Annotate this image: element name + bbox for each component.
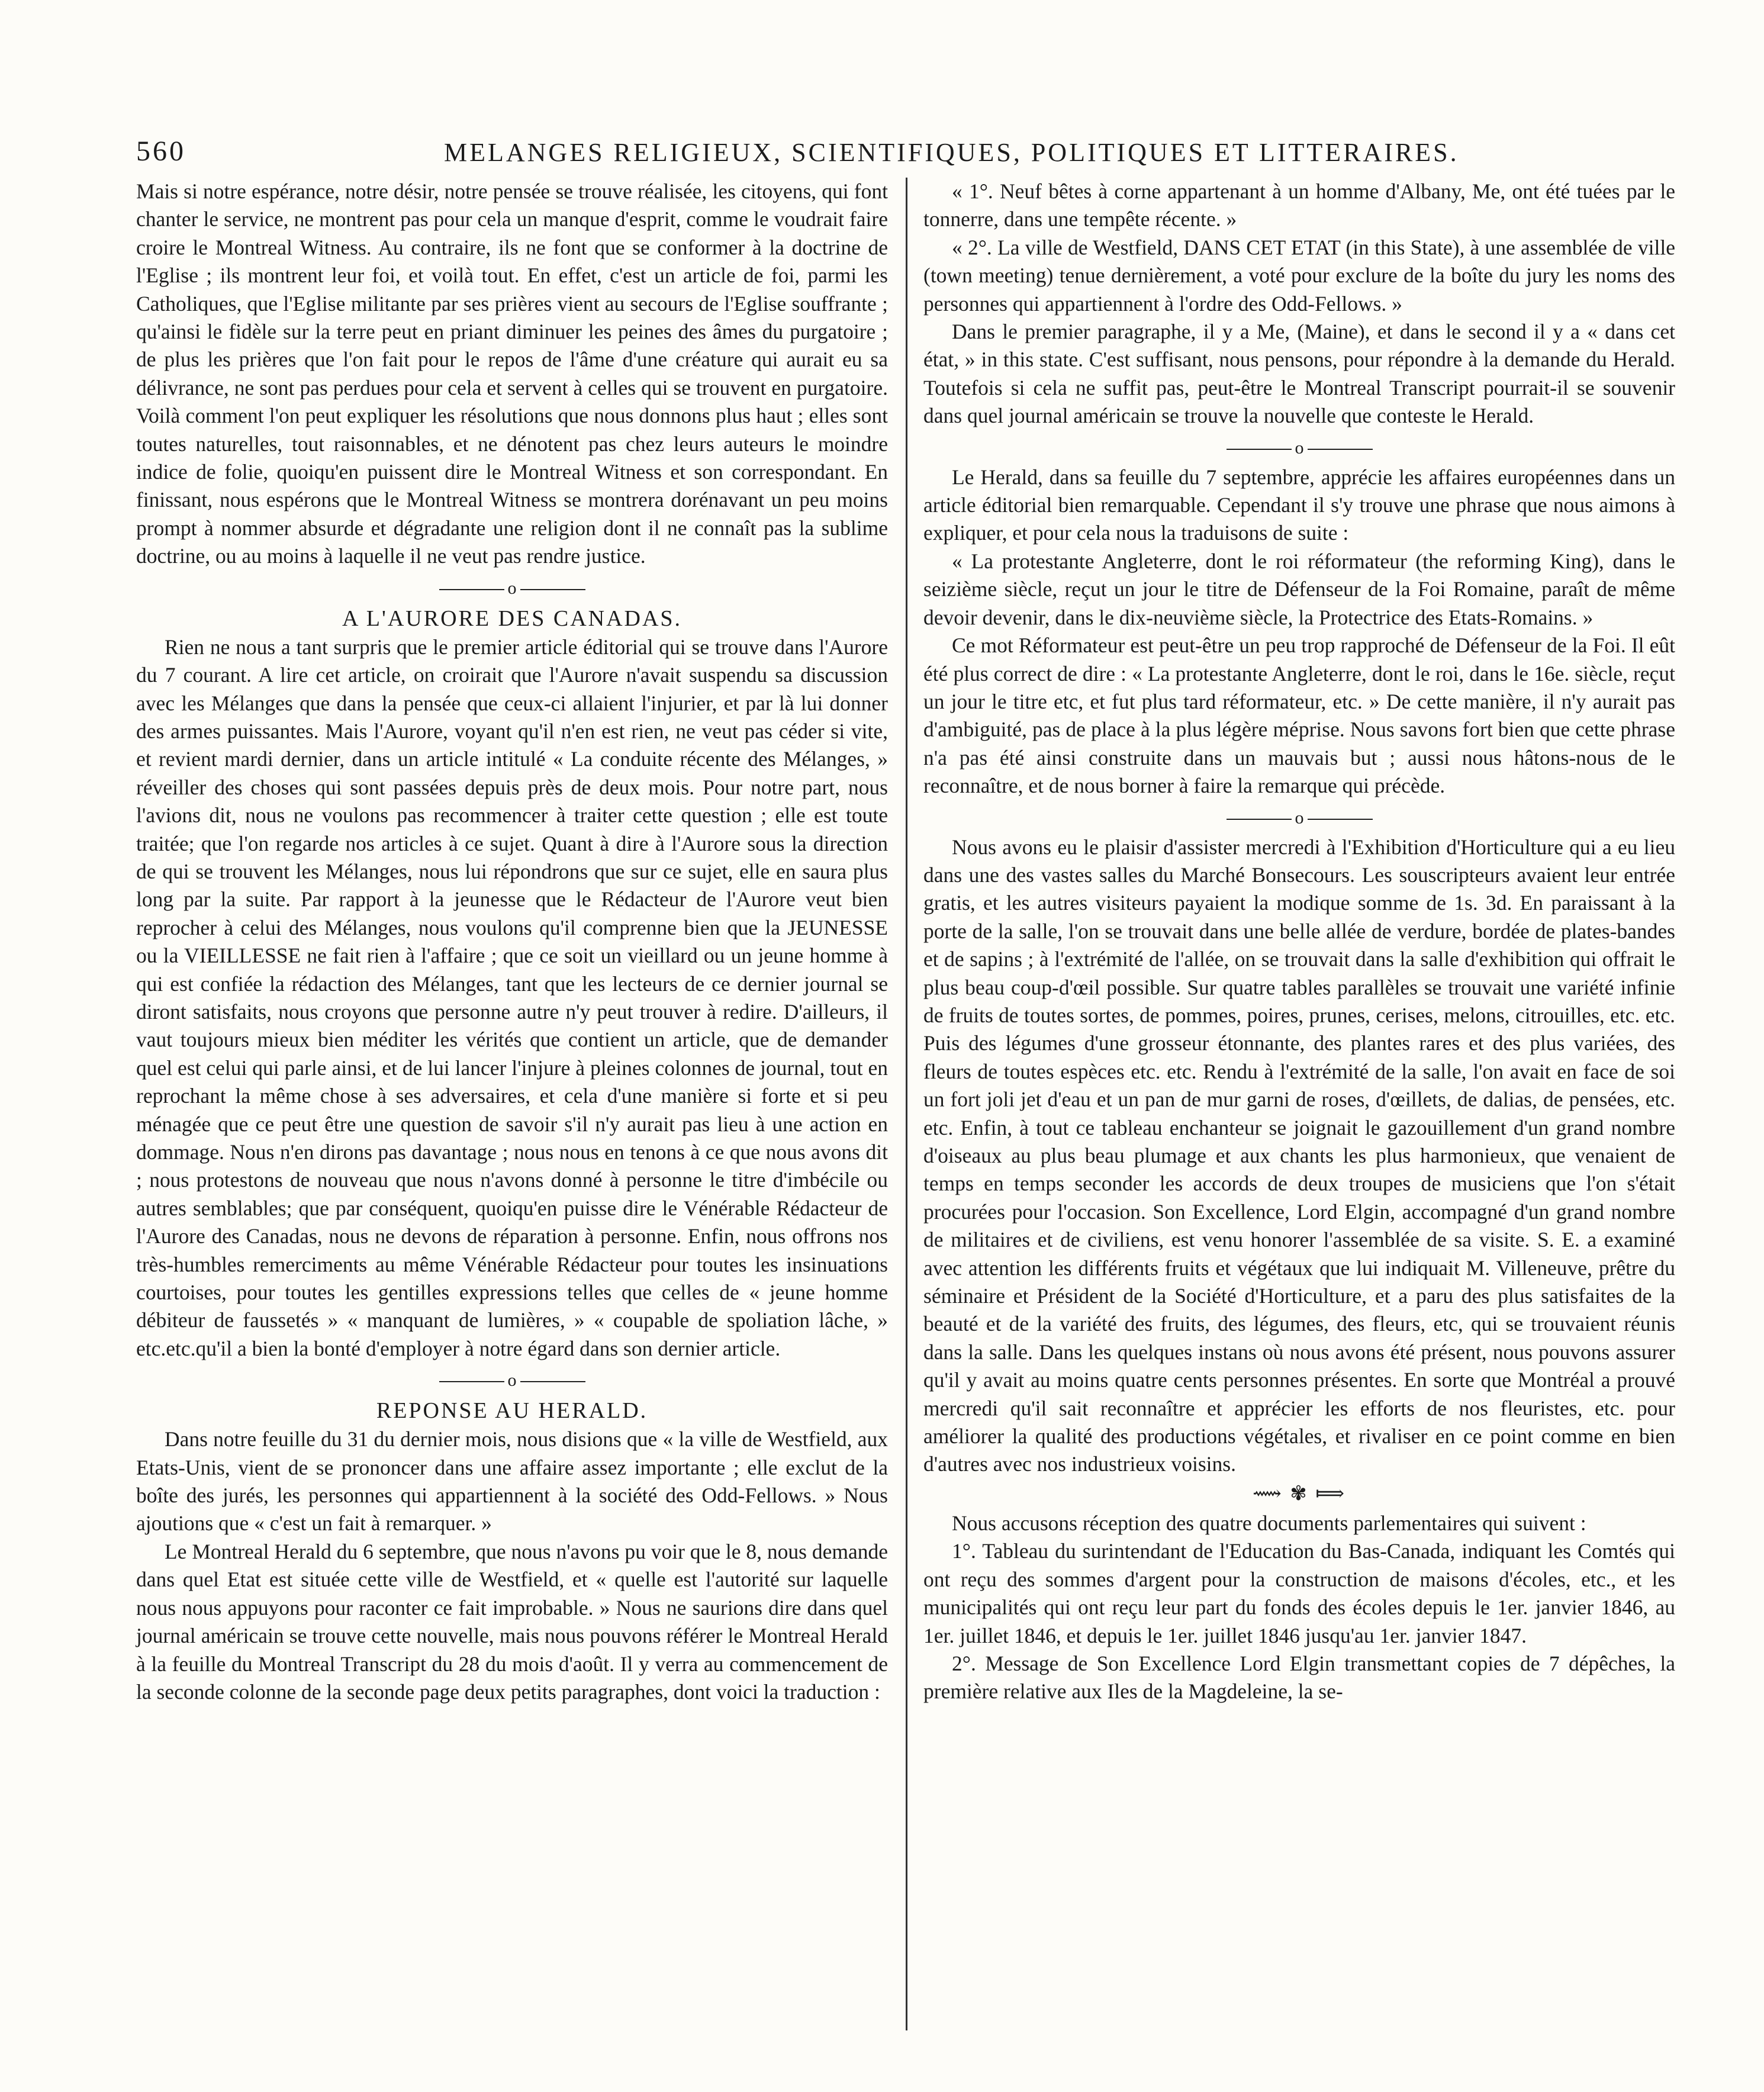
quoted-paragraph: « 1°. Neuf bêtes à corne appartenant à un homme d'Albany, Me, ont été tuées par le tonnerre, dans une tempête récente. » [923, 179, 1675, 231]
section-title: A L'AURORE DES CANADAS. [342, 606, 683, 631]
right-column [923, 178, 1675, 1706]
paragraph: Le Herald, dans sa feuille du 7 septembre, apprécie les affaires européennes dans un article éditorial bien remarquable. Cependant il s'y trouve une phrase que nous aimons à expliquer, et pour cela nous la traduisons de suite : [923, 465, 1675, 545]
section-title: REPONSE AU HERALD. [376, 1398, 648, 1424]
section-separator: o [136, 1367, 888, 1393]
paragraph: Dans le premier paragraphe, il y a Me, (Maine), et dans le second il y a « dans cet état, » in this state. C'est suffisant, nous pensons, pour répondre à la demande du Herald. Toutefois si cela ne suffit pas, peut-être le Montreal Transcript pourrait-il se souvenir dans quel journal américain se trouve la nouvelle que conteste le Herald. [923, 320, 1675, 428]
page-header [136, 135, 1640, 176]
page-number: 560 [136, 136, 186, 167]
paragraph: Mais si notre espérance, notre désir, notre pensée se trouve réalisée, les citoyens, qui font chanter le service, ne montrent pas pour cela un manque d'esprit, comme le voudrait faire croire le Montreal Witness. Au contraire, ils ne font que se conformer à la doctrine de l'Eglise ; ils montrent leur foi, et voilà tout. En effet, c'est un article de foi, parmi les Catholiques, que l'Eglise militante par ses prières vient au secours de l'Eglise souffrante ; qu'ainsi le fidèle sur la terre peut en priant diminuer les peines des âmes du purgatoire ; de plus les prières que l'on fait pour le repos de l'âme d'une créature qui aurait eu sa délivrance, ne sont pas perdues pour cela et servent à celles qui se trouvent en purgatoire. Voilà comment l'on peut expliquer les résolutions que nous donnons plus haut ; elles sont toutes naturelles, tout raisonnables, et ne dénotent pas chez leurs auteurs le moindre indice de folie, quoiqu'en puissent dire le Montreal Witness et son correspondant. En finissant, nous espérons que le Montreal Witness se montrera dorénavant un peu moins prompt à nommer absurde et dégradante une religion dont il ne connaît pas la sublime doctrine, ou au moins à laquelle il ne veut pas rendre justice. [136, 179, 888, 568]
paragraph: Le Montreal Herald du 6 septembre, que nous n'avons pu voir que le 8, nous demande dans quel Etat est située cette ville de Westfield, et « quelle est l'autorité sur laquelle nous nous appuyons pour raconter ce fait improbable. » Nous ne saurions dire dans quel journal américain se trouve cette nouvelle, mais nous pouvons référer le Montreal Herald à la feuille du Montreal Transcript du 28 du mois d'août. Il y verra au commencement de la seconde colonne de la seconde page deux petits paragraphes, dont voici la traduction : [136, 1539, 888, 1704]
paragraph: Ce mot Réformateur est peut-être un peu trop rapproché de Défenseur de la Foi. Il eût été plus correct de dire : « La protestante Angleterre, dont le roi, dans le 16e. siècle, reçut un jour le titre etc, et fut plus tard réformateur, etc. » De cette manière, il n'y aurait pas d'ambiguité, pas de place à la plus légère méprise. Nous savons fort bien que cette phrase n'a pas été ainsi construite dans un mauvais but ; aussi nous hâtons-nous de le reconnaître, et de nous borner à faire la remarque qui précède. [923, 633, 1675, 798]
left-column [136, 178, 888, 1706]
section-separator: o [923, 435, 1675, 461]
paragraph: Nous avons eu le plaisir d'assister mercredi à l'Exhibition d'Horticulture qui a eu lieu dans une des vastes salles du Marché Bonsecours. Les souscripteurs avaient leur entrée gratis, et les autres visiteurs payaient la modique somme de 1s. 3d. En paraissant à la porte de la salle, l'on se trouvait dans une belle allée de verdure, bordée de plates-bandes et de sapins ; à l'extrémité de l'allée, on se trouvait dans la salle d'exhibition qui offrait le plus beau coup-d'œil possible. Sur quatre tables parallèles se trouvait une variété infinie de fruits de toutes sortes, de pommes, poires, prunes, cerises, melons, citrouilles, etc. etc. Puis des légumes d'une grosseur étonnante, des plantes rares et des plus variées, des fleurs de toutes espèces etc. etc. Rendu à l'extrémité de la salle, l'on avait en face de soi un fort joli jet d'eau et un pan de mur garni de roses, d'œillets, de dalias, de pensées, etc. etc. Enfin, à tout ce tableau enchanteur se joignait le gazouillement d'un grand nombre d'oiseaux au plus beau plumage et aux chants les plus harmonieux, que venaient de temps en temps seconder les accords de deux troupes de musiciens que l'on s'était procurées pour l'occasion. Son Excellence, Lord Elgin, accompagné d'un grand nombre de militaires et de civiliens, est venu honorer l'assemblée de sa visite. S. E. a examiné avec attention les différents fruits et végétaux que lui indiquait M. Villeneuve, prêtre du séminaire et Président de la Société d'Horticulture, et a paru des plus satisfaites de la beauté et de la variété des fruits, des légumes, des fleurs, etc, qui se trouvaient réunis dans la salle. Dans les quelques instans où nous avons été présent, nous pouvons assurer qu'il y avait au moins quatre cents personnes présentes. En sorte que Montréal a prouvé mercredi qu'il sait reconnaître et apprécier les efforts de nos fleuristes, etc. pour améliorer la qualité des productions végétales, et rivaliser en ce point comme en bien d'autres avec nos industrieux voisins. [923, 835, 1675, 1476]
paragraph: Dans notre feuille du 31 du dernier mois, nous disions que « la ville de Westfield, aux Etats-Unis, vient de se prononcer dans une affaire assez importante ; elle exclut de la boîte des jurés, les personnes qui appartiennent à la société des Odd-Fellows. » Nous ajoutions que « c'est un fait à remarquer. » [136, 1427, 888, 1536]
quoted-paragraph: « La protestante Angleterre, dont le roi réformateur (the reforming King), dans le seizième siècle, reçut un jour le titre de Défenseur de la Foi Romaine, paraît de même devoir devenir, dans le dix-neuvième siècle, la Protectrice des Etats-Romains. » [923, 549, 1675, 629]
running-title: MELANGES RELIGIEUX, SCIENTIFIQUES, POLITIQUES ET LITTERAIRES. [444, 138, 1459, 167]
quoted-paragraph: « 2°. La ville de Westfield, DANS CET ETAT (in this State), à une assemblée de ville (town meeting) tenue dernièrement, a voté pour exclure de la boîte du jury les noms des personnes qui appartiennent à l'ordre des Odd-Fellows. » [923, 235, 1675, 316]
section-separator: o [136, 575, 888, 601]
ornament-divider: ⟿ ✾ ⟾ [1253, 1482, 1346, 1505]
column-divider [906, 178, 907, 2030]
paragraph: Nous accusons réception des quatre documents parlementaires qui suivent : [952, 1511, 1586, 1535]
list-item: 2°. Message de Son Excellence Lord Elgin transmettant copies de 7 dépêches, la première relative aux Iles de la Magdeleine, la se- [923, 1651, 1675, 1704]
paragraph: Rien ne nous a tant surpris que le premier article éditorial qui se trouve dans l'Aurore du 7 courant. A lire cet article, on croirait que l'Aurore n'avait suspendu sa discussion avec les Mélanges que dans la pensée que ceux-ci allaient l'injurier, et par là lui donner des armes puissantes. Mais l'Aurore, voyant qu'il n'en est rien, ne veut pas céder si vite, et revient mardi dernier, dans un article intitulé « La conduite récente des Mélanges, » réveiller des choses qui sont passées depuis près de deux mois. Pour notre part, nous l'avions dit, nous ne voulons pas recommencer à traiter cette question ; elle est toute traitée; que l'on regarde nos articles à ce sujet. Quant à dire à l'Aurore sous la direction de qui se trouvent les Mélanges, nous lui répondrons que sur ce sujet, elle en saura plus long par la suite. Par rapport à la jeunesse que le Rédacteur de l'Aurore veut bien reprocher à celui des Mélanges, nous voulons qu'il comprenne bien que la JEUNESSE ou la VIEILLESSE ne fait rien à l'affaire ; que ce soit un vieillard ou un jeune homme à qui est confiée la rédaction des Mélanges, tant que les lecteurs de ce dernier journal se diront satisfaits, nous croyons que personne autre n'y peut trouver à redire. D'ailleurs, il vaut toujours mieux bien méditer les vérités que contient un article, que de demander quel est celui qui parle ainsi, et de lui lancer l'injure à pleines colonnes de journal, tout en reprochant la même chose à ses adversaires, et cela d'une manière si forte et si peu ménagée que ce peut être une question de savoir s'il n'y aurait pas lieu à une action en dommage. Nous n'en dirons pas davantage ; nous nous en tenons à ce que nous avons dit ; nous protestons de nouveau que nous n'avons donné à personne le titre d'imbécile ou autres semblables; que par conséquent, quoiqu'en puisse dire le Vénérable Rédacteur de l'Aurore des Canadas, nous ne devons de réparation à personne. Enfin, nous offrons nos très-humbles remerciments au même Vénérable Rédacteur pour toutes les insinuations courtoises, pour toutes les gentilles expressions telles que celles de « jeune homme débiteur de faussetés » « manquant de lumières, » « coupable de spoliation lâche, » etc.etc.qu'il a bien la bonté d'employer à notre égard dans son dernier article. [136, 635, 888, 1360]
section-separator: o [923, 805, 1675, 831]
list-item: 1°. Tableau du surintendant de l'Education du Bas-Canada, indiquant les Comtés qui ont reçu des sommes d'argent pour la construction de maisons d'écoles, etc., et les municipalités qui ont reçu leur part du fonds des écoles depuis le 1er. janvier 1846, au 1er. juillet 1846, et depuis le 1er. juillet 1846 jusqu'au 1er. janvier 1847. [923, 1539, 1675, 1647]
